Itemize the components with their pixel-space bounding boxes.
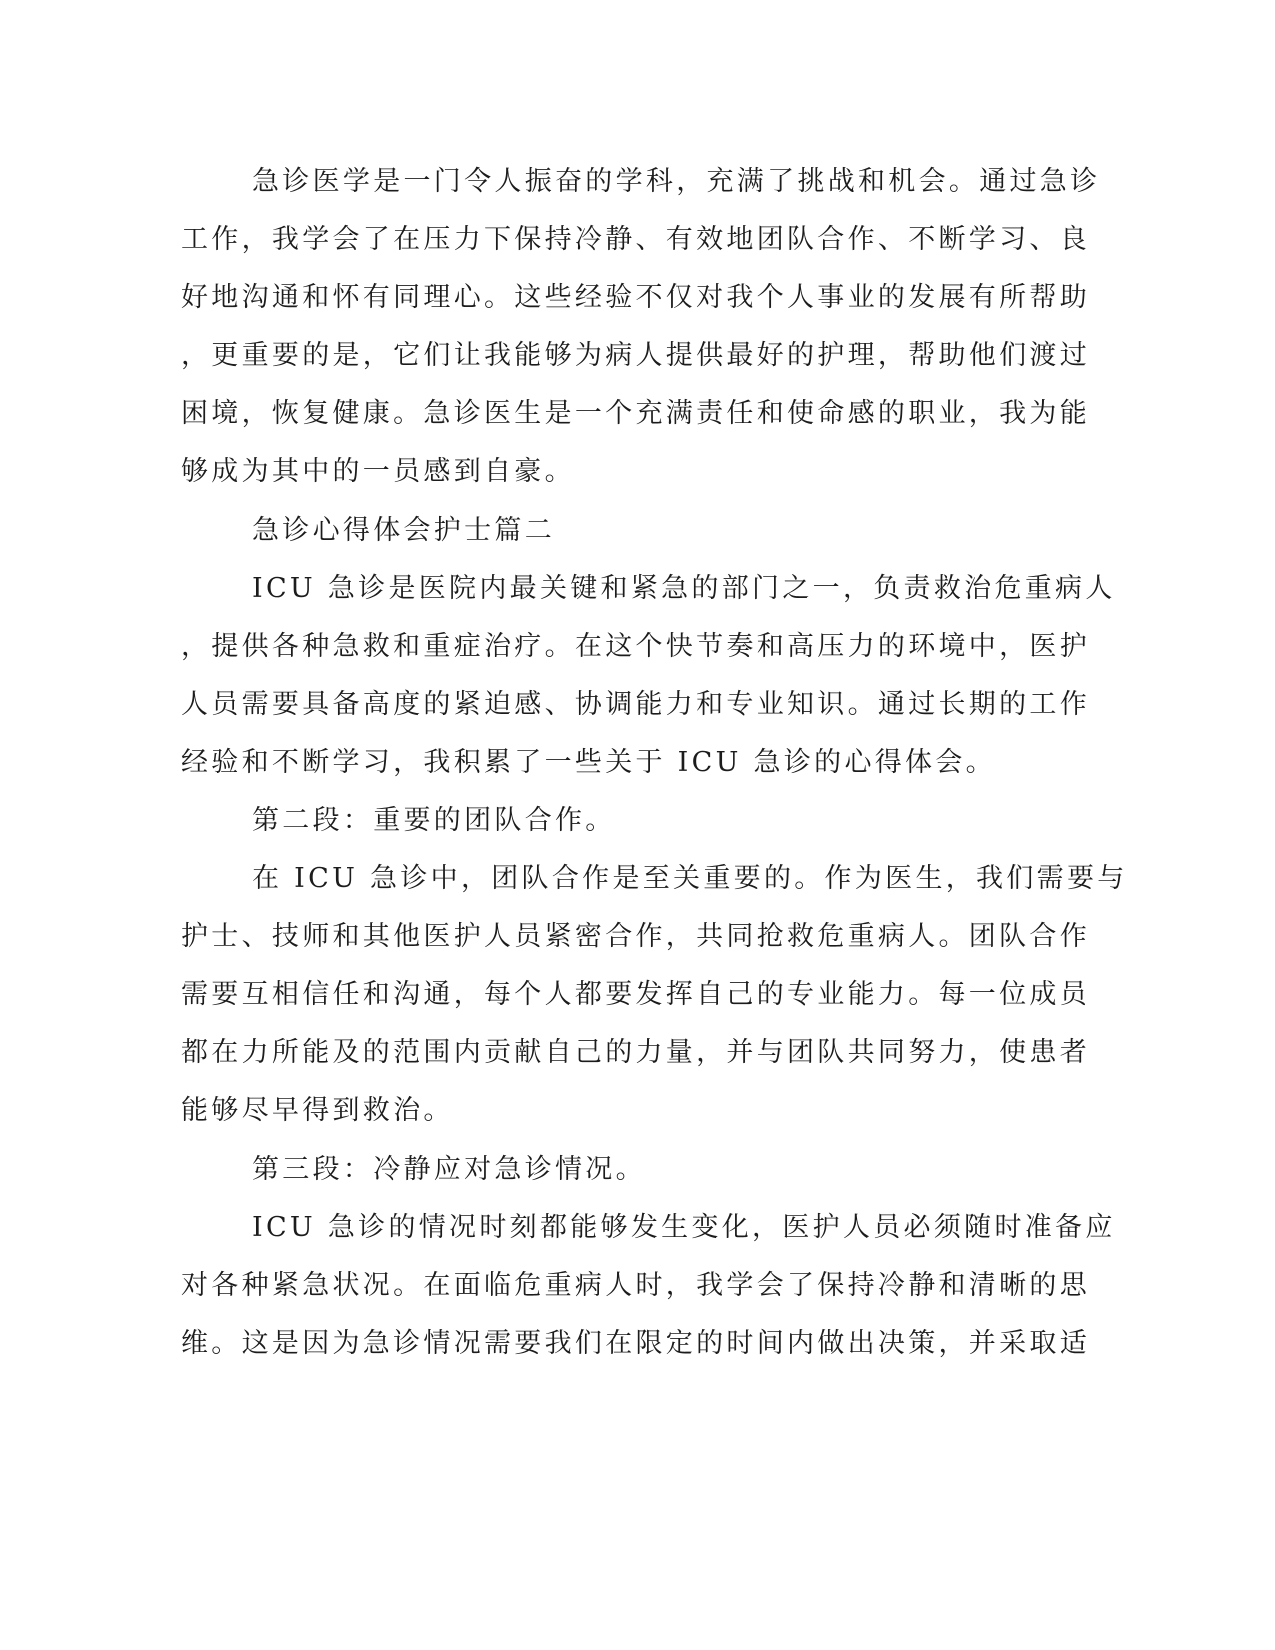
text-line: 够成为其中的一员感到自豪。 [181,456,575,487]
text-line: 在 ICU 急诊中，团队合作是至关重要的。作为医生，我们需要与 [252,863,1128,894]
text-line: 困境，恢复健康。急诊医生是一个充满责任和使命感的职业，我为能 [181,398,1090,429]
text-line: ，更重要的是，它们让我能够为病人提供最好的护理，帮助他们渡过 [181,340,1090,371]
text-line: 人员需要具备高度的紧迫感、协调能力和专业知识。通过长期的工作 [181,689,1090,720]
text-line: 维。这是因为急诊情况需要我们在限定的时间内做出决策，并采取适 [181,1328,1090,1359]
text-line: 护士、技师和其他医护人员紧密合作，共同抢救危重病人。团队合作 [181,921,1090,952]
section-heading: 第三段：冷静应对急诊情况。 [252,1154,646,1185]
section-heading: 第二段：重要的团队合作。 [252,805,616,836]
text-line: 对各种紧急状况。在面临危重病人时，我学会了保持冷静和清晰的思 [181,1270,1090,1301]
text-line: 工作，我学会了在压力下保持冷静、有效地团队合作、不断学习、良 [181,224,1090,255]
text-line: 都在力所能及的范围内贡献自己的力量，并与团队共同努力，使患者 [181,1037,1090,1068]
text-line: ，提供各种急救和重症治疗。在这个快节奏和高压力的环境中，医护 [181,631,1090,662]
section-heading: 急诊心得体会护士篇二 [252,515,555,546]
text-line: 需要互相信任和沟通，每个人都要发挥自己的专业能力。每一位成员 [181,979,1090,1010]
text-line: ICU 急诊是医院内最关键和紧急的部门之一，负责救治危重病人 [252,573,1116,604]
text-line: 急诊医学是一门令人振奋的学科，充满了挑战和机会。通过急诊 [252,166,1101,197]
text-line: 经验和不断学习，我积累了一些关于 ICU 急诊的心得体会。 [181,747,996,778]
text-line: 好地沟通和怀有同理心。这些经验不仅对我个人事业的发展有所帮助 [181,282,1090,313]
text-line: ICU 急诊的情况时刻都能够发生变化，医护人员必须随时准备应 [252,1212,1116,1243]
text-line: 能够尽早得到救治。 [181,1095,454,1126]
